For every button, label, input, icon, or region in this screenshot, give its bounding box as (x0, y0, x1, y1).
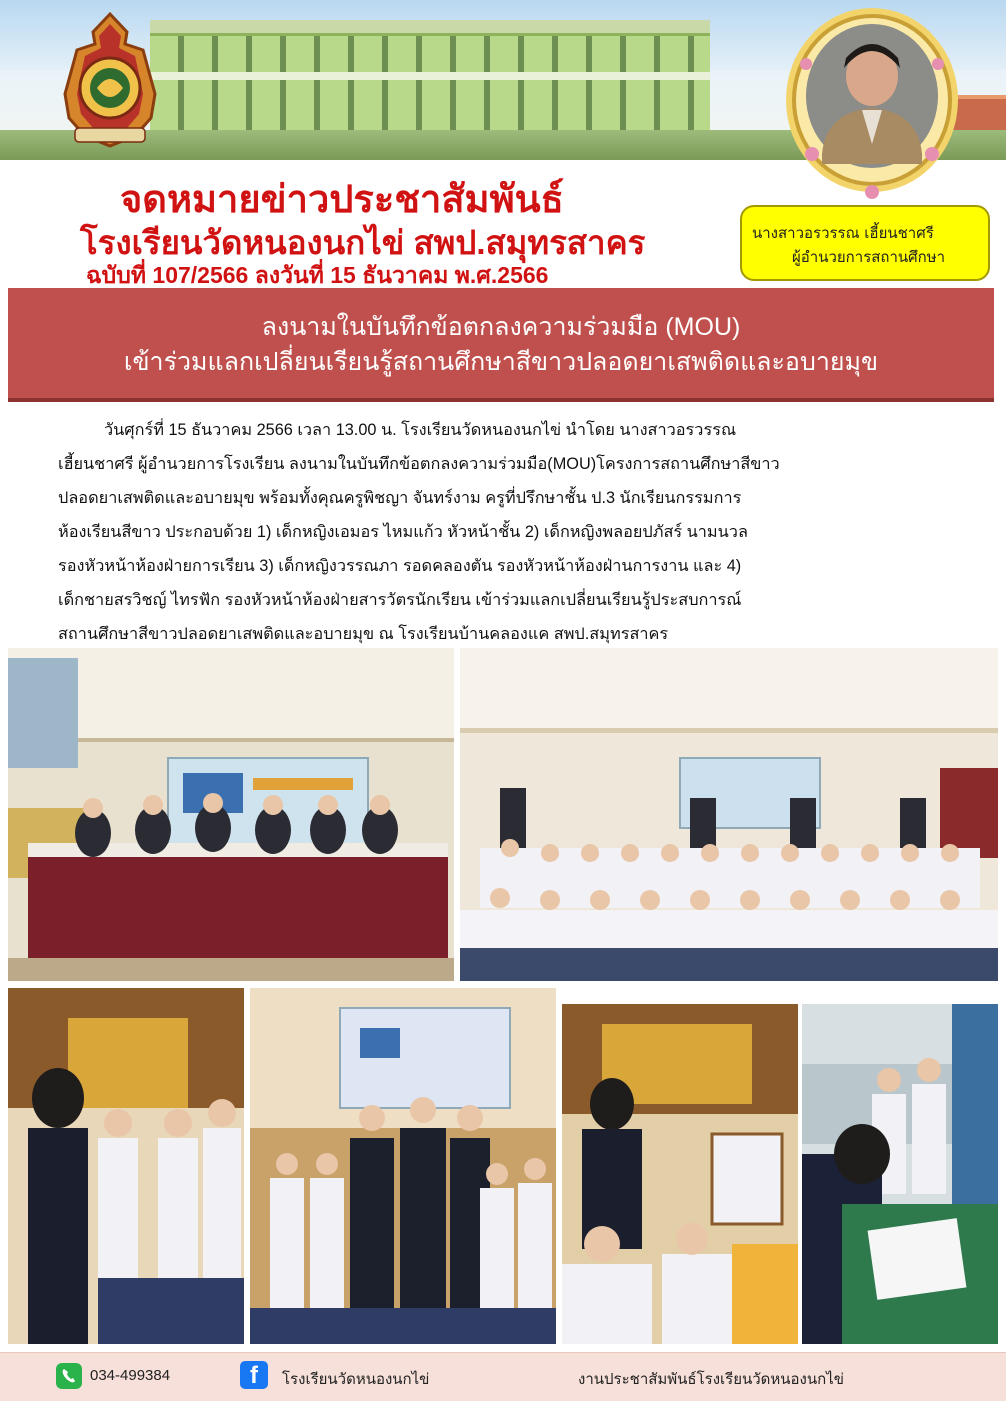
body-line: ปลอดยาเสพติดและอบายมุข พร้อมทั้งคุณครูพิชญา จันทร์งาม ครูที่ปรึกษาชั้น ป.3 นักเรียนกรรมการ (58, 489, 742, 507)
phone-icon (56, 1363, 82, 1389)
news-body (58, 413, 916, 651)
photo-signing-book (802, 1004, 998, 1344)
newsletter-title: จดหมายข่าวประชาสัมพันธ์ (120, 179, 564, 221)
headline-band (8, 288, 994, 402)
photo-mou-signing (8, 648, 454, 981)
director-portrait (782, 4, 962, 200)
footer-facebook-page[interactable]: โรงเรียนวัดหนองนกไข่ (282, 1371, 430, 1388)
body-line: รองหัวหน้าห้องฝ่ายการเรียน 3) เด็กหญิงวรรณภา รอดคลองตัน รองหัวหน้าห้องฝ่านการงาน และ 4) (58, 557, 742, 575)
school-name-title: โรงเรียนวัดหนองนกไข่ สพป.สมุทรสาคร (80, 224, 646, 261)
footer-credit: งานประชาสัมพันธ์โรงเรียนวัดหนองนกไข่ (578, 1371, 845, 1388)
director-position: ผู้อำนวยการสถานศึกษา (792, 248, 946, 266)
footer-phone: 034-499384 (90, 1367, 171, 1384)
body-line: เฮี้ยนชาศรี ผู้อำนวยการโรงเรียน ลงนามในบันทึกข้อตกลงความร่วมมือ(MOU)โครงการสถานศึกษาสีขาว (58, 455, 780, 473)
body-line: สถานศึกษาสีขาวปลอดยาเสพติดและอบายมุข ณ โรงเรียนบ้านคลองแค สพป.สมุทรสาคร (58, 625, 669, 643)
body-line: วันศุกร์ที่ 15 ธันวาคม 2566 เวลา 13.00 น. โรงเรียนวัดหนองนกไข่ นำโดย นางสาวอรวรรณ (104, 421, 737, 439)
footer-bar (0, 1352, 1006, 1401)
issue-line: ฉบับที่ 107/2566 ลงวันที่ 15 ธันวาคม พ.ศ.2566 (86, 262, 549, 288)
photo-exhibition (562, 1004, 798, 1344)
school-seal-logo (55, 10, 165, 150)
body-line: เด็กชายสรวิชญ์ ไทรฟัก รองหัวหน้าห้องฝ่ายสารวัตรนักเรียน เข้าร่วมแลกเปลี่ยนเรียนรู้ประสบการณ์ (58, 591, 742, 609)
photo-group-students (460, 648, 998, 981)
director-name: นางสาวอรวรรณ เฮี้ยนชาศรี (752, 224, 934, 242)
photo-students-crafts (8, 988, 244, 1344)
headline-line-2: เข้าร่วมแลกเปลี่ยนเรียนรู้สถานศึกษาสีขาวปลอดยาเสพติดและอบายมุข (123, 348, 879, 376)
photo-group-standing (250, 988, 556, 1344)
director-name-box (740, 205, 990, 281)
facebook-icon: f (240, 1361, 268, 1389)
school-building-photo (150, 20, 710, 130)
body-line: ห้องเรียนสีขาว ประกอบด้วย 1) เด็กหญิงเอมอร ไหมแก้ว หัวหน้าชั้น 2) เด็กหญิงพลอยปภัสร์ นามนวล (58, 523, 748, 541)
headline-line-1: ลงนามในบันทึกข้อตกลงความร่วมมือ (MOU) (261, 313, 741, 341)
